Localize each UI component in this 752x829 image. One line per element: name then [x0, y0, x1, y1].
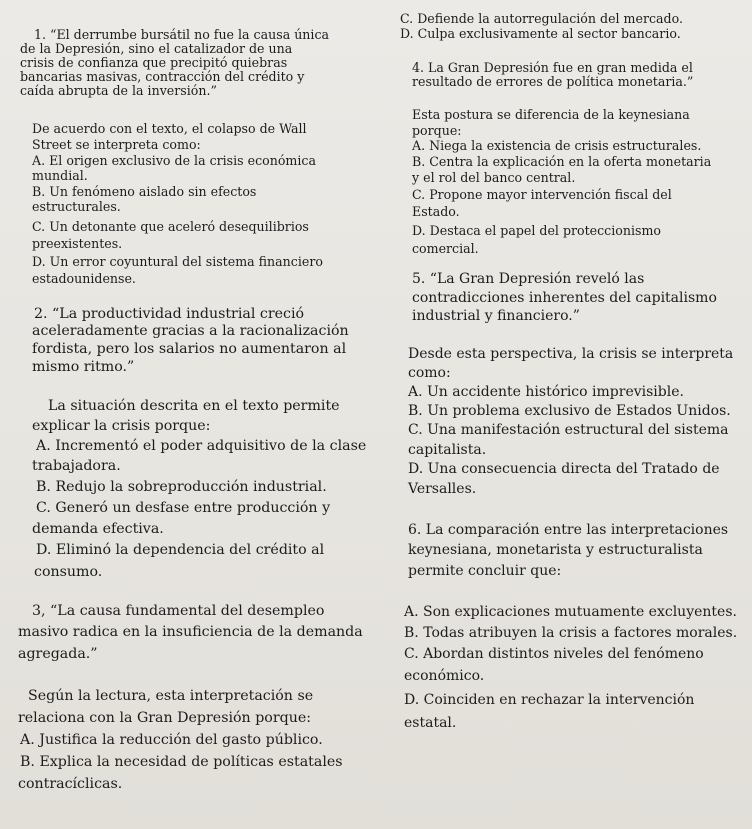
question-4-stem-line: 4. La Gran Depresión fue en gran medida el — [412, 60, 693, 75]
question-2-option-d[interactable]: consumo. — [34, 564, 103, 580]
question-1-option-c[interactable]: preexistentes. — [32, 236, 123, 251]
question-4-prompt: Esta postura se diferencia de la keynesiana — [412, 107, 690, 122]
question-1-stem-line: 1. “El derrumbe bursátil no fue la causa única — [34, 27, 330, 42]
question-4-prompt: porque: — [412, 123, 462, 138]
question-1-option-b[interactable]: estructurales. — [32, 199, 121, 214]
question-2-prompt: La situación descrita en el texto permite — [48, 398, 340, 414]
question-5-option-c[interactable]: C. Una manifestación estructural del sistema — [408, 422, 729, 438]
question-1-option-a[interactable]: mundial. — [32, 168, 88, 183]
question-1-stem-line: de la Depresión, sino el catalizador de una — [20, 41, 293, 56]
question-1-stem-line: bancarias masivas, contracción del crédito y — [20, 69, 305, 84]
question-5-stem-line: 5. “La Gran Depresión reveló las — [412, 271, 645, 287]
question-6-option-d[interactable]: D. Coinciden en rechazar la intervención — [404, 692, 695, 708]
question-2-option-a[interactable]: trabajadora. — [32, 458, 121, 474]
question-3-option-a[interactable]: A. Justifica la reducción del gasto público. — [20, 732, 323, 748]
question-5-option-c[interactable]: capitalista. — [408, 442, 487, 458]
question-3-stem-line: 3, “La causa fundamental del desempleo — [32, 603, 325, 619]
question-6-option-d[interactable]: estatal. — [404, 715, 457, 731]
question-2-option-c[interactable]: demanda efectiva. — [32, 521, 164, 537]
question-1-option-d[interactable]: D. Un error coyuntural del sistema financiero — [32, 254, 323, 269]
question-1-option-a[interactable]: A. El origen exclusivo de la crisis económica — [32, 153, 316, 168]
question-5-option-d[interactable]: D. Una consecuencia directa del Tratado de — [408, 461, 720, 477]
question-2-option-c[interactable]: C. Generó un desfase entre producción y — [36, 500, 331, 516]
question-4-option-b[interactable]: y el rol del banco central. — [412, 170, 576, 185]
question-5-option-d[interactable]: Versalles. — [408, 481, 477, 497]
question-2-stem-line: mismo ritmo.” — [32, 359, 135, 375]
question-2-prompt: explicar la crisis porque: — [32, 418, 211, 434]
question-2-option-d[interactable]: D. Eliminó la dependencia del crédito al — [36, 542, 325, 558]
question-5-stem-line: contradicciones inherentes del capitalismo — [412, 290, 717, 306]
question-6-prompt: keynesiana, monetarista y estructuralista — [408, 542, 703, 558]
question-4-option-b[interactable]: B. Centra la explicación en la oferta monetaria — [412, 154, 712, 169]
question-6-prompt: 6. La comparación entre las interpretaciones — [408, 522, 729, 538]
question-2-stem-line: fordista, pero los salarios no aumentaron al — [32, 341, 347, 357]
question-2-option-a[interactable]: A. Incrementó el poder adquisitivo de la clase — [36, 438, 367, 454]
question-4-stem-line: resultado de errores de política monetaria.” — [412, 74, 694, 89]
question-3-option-b[interactable]: B. Explica la necesidad de políticas estatales — [20, 754, 343, 770]
question-5-stem-line: industrial y financiero.” — [412, 308, 580, 324]
question-6-option-c[interactable]: económico. — [404, 668, 485, 684]
question-1-stem-line: crisis de confianza que precipitó quiebras — [20, 55, 288, 70]
question-1-option-c[interactable]: C. Defiende la autorregulación del mercado. — [400, 11, 683, 26]
question-3-option-b[interactable]: contracíclicas. — [18, 776, 123, 792]
question-3-prompt: relaciona con la Gran Depresión porque: — [18, 710, 312, 726]
question-6-prompt: permite concluir que: — [408, 563, 562, 579]
question-4-option-c[interactable]: C. Propone mayor intervención fiscal del — [412, 187, 672, 202]
question-3-stem-line: masivo radica en la insuficiencia de la demanda — [18, 624, 363, 640]
question-4-option-c[interactable]: Estado. — [412, 204, 460, 219]
question-6-option-b[interactable]: B. Todas atribuyen la crisis a factores morales. — [404, 625, 738, 641]
question-5-prompt: Desde esta perspectiva, la crisis se interpreta — [408, 346, 734, 362]
question-1-option-b[interactable]: B. Un fenómeno aislado sin efectos — [32, 184, 257, 199]
question-1-option-d[interactable]: D. Culpa exclusivamente al sector bancario. — [400, 26, 681, 41]
question-1-prompt: De acuerdo con el texto, el colapso de Wall — [32, 121, 307, 136]
question-1-prompt: Street se interpreta como: — [32, 137, 201, 152]
question-4-option-d[interactable]: D. Destaca el papel del proteccionismo — [412, 223, 661, 238]
question-5-option-b[interactable]: B. Un problema exclusivo de Estados Unidos. — [408, 403, 731, 419]
question-2-stem-line: 2. “La productividad industrial creció — [34, 306, 305, 322]
question-3-prompt: Según la lectura, esta interpretación se — [28, 688, 314, 704]
question-5-prompt: como: — [408, 365, 451, 381]
question-1-stem-line: caída abrupta de la inversión.” — [20, 83, 217, 98]
question-5-option-a[interactable]: A. Un accidente histórico imprevisible. — [408, 384, 684, 400]
question-6-option-a[interactable]: A. Son explicaciones mutuamente excluyentes. — [404, 604, 737, 620]
question-2-option-b[interactable]: B. Redujo la sobreproducción industrial. — [36, 479, 327, 495]
question-3-stem-line: agregada.” — [18, 646, 98, 662]
question-1-option-d[interactable]: estadounidense. — [32, 271, 136, 286]
question-4-option-a[interactable]: A. Niega la existencia de crisis estructurales. — [412, 138, 702, 153]
question-6-option-c[interactable]: C. Abordan distintos niveles del fenómeno — [404, 646, 704, 662]
question-1-option-c[interactable]: C. Un detonante que aceleró desequilibrios — [32, 219, 309, 234]
question-4-option-d[interactable]: comercial. — [412, 241, 479, 256]
question-2-stem-line: aceleradamente gracias a la racionalización — [32, 323, 349, 339]
